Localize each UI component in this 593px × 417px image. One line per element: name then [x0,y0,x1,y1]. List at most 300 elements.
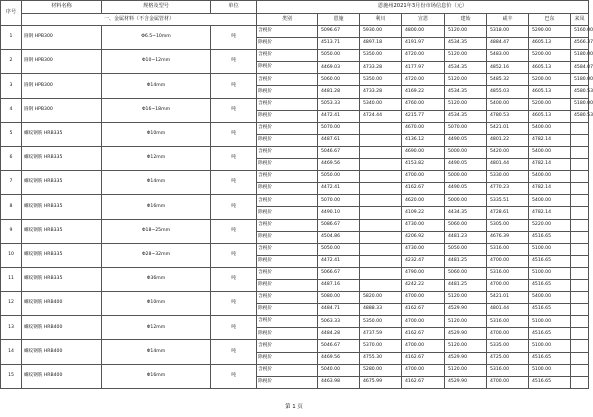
price-cell: 4730.00 [402,219,445,231]
price-cell: 4670.00 [402,122,445,134]
price-cell: 4469.56 [318,352,360,364]
price-cell: 4481.25 [445,255,487,267]
price-cell: 4700.00 [487,279,529,291]
price-cell: 4605.13 [529,62,571,74]
price-cell: 4676.39 [487,231,529,243]
unit: 吨 [211,292,257,316]
price-cell [571,376,589,388]
price-cell: 4513.71 [318,38,360,50]
unit: 吨 [211,26,257,50]
table-body [1,26,593,389]
price-cell: 4534.35 [445,38,487,50]
item-number: 5 [1,122,22,146]
material-name: 螺纹钢筋 HRB400 [22,292,102,316]
price-cell: 4584.07 [571,62,589,74]
price-cell: 5160.00 [571,26,589,38]
price-cell [571,195,589,207]
price-cell: 4191.97 [402,38,445,50]
price-cell: 4516.65 [529,255,571,267]
material-spec: Φ12mm [102,316,211,340]
price-cell: 4529.90 [445,304,487,316]
price-cell: 4109.22 [402,207,445,219]
price-cell: 4800.00 [402,26,445,38]
price-cell [571,364,589,376]
price-cell: 4472.41 [318,110,360,122]
price-cell [360,279,402,291]
price-cell [571,352,589,364]
price-cell [360,195,402,207]
price-cell: 5180.00 [571,50,589,62]
price-cell: 5400.00 [529,146,571,158]
price-cell [360,255,402,267]
price-cell: 4580.53 [571,110,589,122]
unit: 吨 [211,195,257,219]
price-cell: 4516.65 [529,304,571,316]
price-cell: 4490.05 [445,134,487,146]
price-cell: 5220.00 [529,219,571,231]
price-type: 除税价 [257,183,318,195]
price-cell: 4790.00 [402,267,445,279]
price-cell: 5421.01 [487,122,529,134]
price-cell: 5046.67 [318,146,360,158]
price-cell: 4242.22 [402,279,445,291]
price-cell: 5200.00 [529,98,571,110]
price-type: 除税价 [257,159,318,171]
unit: 吨 [211,340,257,364]
material-spec: Φ14mm [102,340,211,364]
header-spec: 规格及型号 [102,1,211,14]
material-name: 螺纹钢筋 HRB335 [22,219,102,243]
price-cell: 5120.00 [445,340,487,352]
unit: 吨 [211,74,257,98]
price-cell: 5040.00 [318,364,360,376]
price-cell: 5070.00 [318,195,360,207]
price-cell: 4737.59 [360,328,402,340]
price-cell: 4469.56 [318,159,360,171]
price-cell [360,122,402,134]
table-row [1,171,589,183]
price-cell: 4728.61 [487,207,529,219]
material-name: 螺纹钢筋 HRB400 [22,316,102,340]
price-cell: 4725.00 [487,352,529,364]
price-cell: 5370.00 [360,340,402,352]
item-number: 2 [1,50,22,74]
price-cell: 4700.00 [402,292,445,304]
price-cell [571,183,589,195]
material-spec: Φ16mm [102,364,211,388]
price-cell: 5100.00 [529,364,571,376]
price-cell: 4215.77 [402,110,445,122]
price-cell: 5063.33 [318,316,360,328]
material-spec: Φ6.5~10mm [102,26,211,50]
price-cell: 4169.22 [402,86,445,98]
price-cell: 4720.00 [402,50,445,62]
price-cell: 5316.00 [487,243,529,255]
price-cell: 5096.67 [318,26,360,38]
price-cell [571,340,589,352]
price-cell: 5070.00 [318,122,360,134]
price-cell [571,316,589,328]
price-cell [360,183,402,195]
price-cell: 4852.16 [487,62,529,74]
price-cell: 5290.00 [529,26,571,38]
sub-header-badong: 巴东 [529,14,571,26]
price-cell: 5100.00 [529,243,571,255]
price-cell: 4801.44 [487,304,529,316]
price-cell: 4516.65 [529,328,571,340]
price-cell: 4516.65 [529,352,571,364]
item-number: 4 [1,98,22,122]
material-name: 螺纹钢筋 HRB335 [22,195,102,219]
price-cell [360,243,402,255]
price-cell: 4733.28 [360,62,402,74]
price-cell: 4700.00 [402,316,445,328]
price-type: 除税价 [257,207,318,219]
price-cell: 5120.00 [445,364,487,376]
price-cell: 5046.67 [318,340,360,352]
price-cell: 4490.05 [445,159,487,171]
price-cell: 5280.00 [360,364,402,376]
price-cell: 4529.90 [445,376,487,388]
price-type: 除税价 [257,231,318,243]
price-cell: 5000.00 [445,171,487,183]
price-cell: 5330.00 [487,171,529,183]
price-cell: 4484.28 [318,328,360,340]
material-spec: Φ36mm [102,267,211,291]
table-row [1,195,589,207]
material-spec: Φ16~18mm [102,98,211,122]
price-cell [360,171,402,183]
price-type: 含税价 [257,171,318,183]
category-label: 一、金属材料（不含金属管材） [22,14,257,26]
price-cell [571,171,589,183]
price-cell: 5400.00 [529,171,571,183]
item-number: 11 [1,267,22,291]
price-type: 含税价 [257,219,318,231]
price-cell: 4700.00 [487,328,529,340]
price-cell: 5120.00 [445,292,487,304]
table-row [1,340,589,352]
price-cell: 4534.35 [445,62,487,74]
price-cell [571,304,589,316]
price-cell: 4162.67 [402,183,445,195]
price-type: 除税价 [257,352,318,364]
price-cell: 4605.13 [529,38,571,50]
item-number: 14 [1,340,22,364]
price-cell: 4534.35 [445,110,487,122]
price-cell: 4782.14 [529,159,571,171]
price-cell: 5060.00 [445,219,487,231]
price-cell [571,279,589,291]
unit: 吨 [211,243,257,267]
price-cell: 4720.00 [402,74,445,86]
price-type: 含税价 [257,50,318,62]
price-cell: 5086.67 [318,219,360,231]
price-type: 含税价 [257,340,318,352]
item-number: 12 [1,292,22,316]
price-cell: 4605.13 [529,86,571,98]
header-seq: 序号 [1,1,22,26]
material-name: 圆钢 HPB300 [22,74,102,98]
price-cell: 5053.33 [318,98,360,110]
price-cell: 5120.00 [445,50,487,62]
price-cell: 4801.44 [487,159,529,171]
price-cell: 5120.00 [445,26,487,38]
price-cell: 4232.47 [402,255,445,267]
item-number: 7 [1,171,22,195]
price-cell: 5420.00 [487,146,529,158]
price-cell [360,134,402,146]
price-cell: 5120.00 [445,74,487,86]
price-cell: 5400.00 [529,122,571,134]
price-cell: 4504.86 [318,231,360,243]
price-cell: 4782.14 [529,207,571,219]
price-cell: 4490.10 [318,207,360,219]
price-cell: 5070.00 [445,122,487,134]
unit: 吨 [211,98,257,122]
item-number: 3 [1,74,22,98]
price-cell: 4782.14 [529,183,571,195]
price-cell [360,267,402,279]
item-number: 6 [1,146,22,170]
price-cell [571,159,589,171]
price-cell: 4700.00 [402,340,445,352]
price-cell: 5350.00 [360,74,402,86]
price-cell: 4516.65 [529,376,571,388]
price-cell: 4481.28 [318,86,360,98]
table-row [1,292,589,304]
price-cell: 5100.00 [529,267,571,279]
price-type: 除税价 [257,134,318,146]
sub-header-enshi: 恩施 [318,14,360,26]
price-cell: 4566.37 [571,38,589,50]
table-row [1,50,589,62]
table-row [1,364,589,376]
price-cell: 5050.00 [318,171,360,183]
unit: 吨 [211,50,257,74]
price-cell: 5120.00 [445,98,487,110]
material-spec: Φ14mm [102,74,211,98]
price-cell: 4605.13 [529,110,571,122]
price-cell: 4755.30 [360,352,402,364]
price-cell: 5400.00 [529,292,571,304]
price-cell: 5080.00 [318,292,360,304]
price-cell: 5305.00 [487,219,529,231]
material-spec: Φ10mm [102,122,211,146]
price-cell: 5060.00 [318,74,360,86]
material-name: 圆钢 HPB300 [22,26,102,50]
price-cell: 4801.22 [487,134,529,146]
price-cell: 5316.00 [487,316,529,328]
price-type: 除税价 [257,62,318,74]
price-cell: 4472.41 [318,255,360,267]
price-type: 除税价 [257,255,318,267]
price-cell: 4162.67 [402,376,445,388]
price-cell: 4884.47 [487,38,529,50]
price-cell: 4472.41 [318,183,360,195]
item-number: 15 [1,364,22,388]
price-cell: 5350.00 [360,316,402,328]
price-type: 含税价 [257,316,318,328]
sub-header-type: 类别 [257,14,318,26]
price-cell: 5335.00 [487,340,529,352]
price-cell: 4760.00 [402,98,445,110]
price-cell: 4700.00 [402,171,445,183]
table-row [1,122,589,134]
material-name: 圆钢 HPB300 [22,98,102,122]
price-cell: 4690.00 [402,146,445,158]
sub-header-xuanen: 宣恩 [402,14,445,26]
price-cell: 4463.98 [318,376,360,388]
item-number: 9 [1,219,22,243]
price-type: 含税价 [257,122,318,134]
price-type: 含税价 [257,267,318,279]
price-cell: 4469.03 [318,62,360,74]
price-cell: 5820.00 [360,292,402,304]
price-cell: 5316.00 [487,267,529,279]
price-cell: 5421.01 [487,292,529,304]
price-cell: 4153.82 [402,159,445,171]
price-type: 含税价 [257,98,318,110]
unit: 吨 [211,219,257,243]
header-name: 材料名称 [22,1,102,14]
price-cell: 4724.44 [360,110,402,122]
price-cell: 4770.23 [487,183,529,195]
price-cell: 4481.25 [445,279,487,291]
price-type: 含税价 [257,364,318,376]
sub-header-xianfeng: 咸丰 [487,14,529,26]
price-cell: 4700.00 [402,364,445,376]
price-type: 除税价 [257,110,318,122]
unit: 吨 [211,146,257,170]
price-cell: 4529.90 [445,352,487,364]
price-cell: 4484.71 [318,304,360,316]
price-cell: 4434.35 [445,207,487,219]
price-cell [571,267,589,279]
price-cell: 5000.00 [445,195,487,207]
price-cell: 5050.00 [318,243,360,255]
price-type: 除税价 [257,376,318,388]
unit: 吨 [211,267,257,291]
price-cell [360,207,402,219]
sub-header-jianshi: 建始 [445,14,487,26]
price-type: 含税价 [257,292,318,304]
price-cell: 5200.00 [529,50,571,62]
price-cell: 5050.00 [318,50,360,62]
header-price-group: 恩施州2021年3月份市场信息价（元） [257,1,589,14]
price-cell: 4580.53 [571,86,589,98]
material-spec: Φ14mm [102,171,211,195]
material-spec: Φ16mm [102,195,211,219]
price-cell: 5050.00 [445,243,487,255]
price-cell: 5180.00 [571,74,589,86]
material-name: 圆钢 HPB300 [22,50,102,74]
price-cell: 5400.00 [487,98,529,110]
price-type: 除税价 [257,279,318,291]
price-cell [571,231,589,243]
price-cell [571,122,589,134]
price-type: 除税价 [257,328,318,340]
unit: 吨 [211,171,257,195]
sub-header-laifeng: 来凤 [571,14,589,26]
price-cell: 5316.00 [487,364,529,376]
price-type: 含税价 [257,195,318,207]
price-cell: 5930.00 [360,26,402,38]
price-cell [360,146,402,158]
price-cell: 4487.16 [318,279,360,291]
price-cell: 5200.00 [529,74,571,86]
unit: 吨 [211,122,257,146]
price-cell: 4516.65 [529,279,571,291]
price-cell [571,219,589,231]
table-row [1,243,589,255]
price-cell: 5483.00 [487,50,529,62]
price-cell: 5100.00 [529,340,571,352]
material-name: 螺纹钢筋 HRB400 [22,364,102,388]
price-cell: 4897.18 [360,38,402,50]
price-cell: 4534.35 [445,86,487,98]
price-cell: 4733.28 [360,86,402,98]
price-cell: 5120.00 [445,316,487,328]
price-cell: 4162.67 [402,352,445,364]
price-cell: 5066.67 [318,267,360,279]
price-cell: 5335.51 [487,195,529,207]
price-cell: 4162.67 [402,328,445,340]
price-cell: 5318.00 [487,26,529,38]
item-number: 8 [1,195,22,219]
price-type: 含税价 [257,146,318,158]
material-name: 螺纹钢筋 HRB335 [22,122,102,146]
price-cell: 5485.32 [487,74,529,86]
price-cell: 5350.00 [360,50,402,62]
price-cell: 4888.33 [360,304,402,316]
material-name: 螺纹钢筋 HRB400 [22,340,102,364]
header-unit: 单位 [211,1,257,14]
price-cell: 5060.00 [445,267,487,279]
price-cell [571,134,589,146]
price-cell: 4487.61 [318,134,360,146]
price-cell: 4136.12 [402,134,445,146]
price-type: 除税价 [257,86,318,98]
price-type: 含税价 [257,74,318,86]
price-cell [360,159,402,171]
material-name: 螺纹钢筋 HRB335 [22,146,102,170]
price-cell: 5100.00 [529,316,571,328]
material-spec: Φ10mm [102,292,211,316]
price-type: 除税价 [257,304,318,316]
price-cell [360,219,402,231]
price-cell [571,243,589,255]
item-number: 1 [1,26,22,50]
price-cell: 4855.03 [487,86,529,98]
price-cell: 4780.53 [487,110,529,122]
price-cell [571,255,589,267]
price-cell: 4206.92 [402,231,445,243]
table-row [1,98,589,110]
table-row [1,26,589,38]
price-cell [571,207,589,219]
page-footer: 第 1 页 [285,404,303,410]
material-name: 螺纹钢筋 HRB335 [22,243,102,267]
material-spec: Φ18~25mm [102,219,211,243]
price-cell [360,231,402,243]
price-cell: 4675.99 [360,376,402,388]
price-cell: 4490.05 [445,183,487,195]
item-number: 13 [1,316,22,340]
price-type: 含税价 [257,243,318,255]
price-cell: 5340.00 [360,98,402,110]
price-cell [571,146,589,158]
